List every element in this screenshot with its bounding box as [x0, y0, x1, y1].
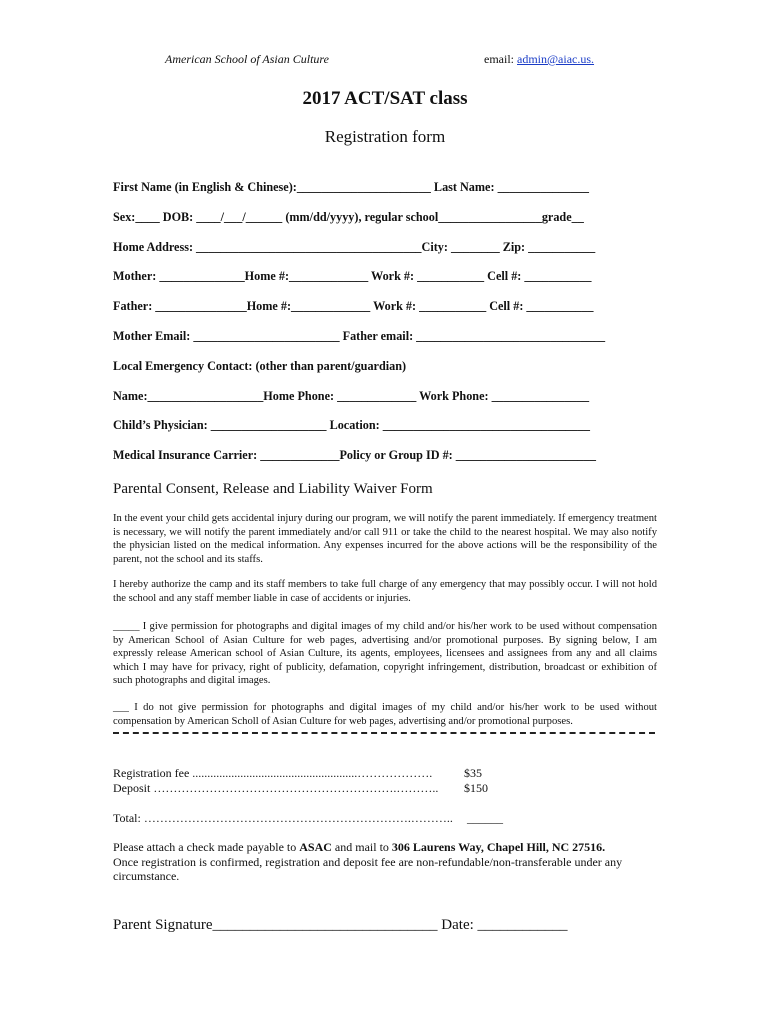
payment-prefix: Please attach a check made payable to	[113, 840, 300, 854]
mail-address: 306 Laurens Way, Chapel Hill, NC 27516.	[391, 840, 606, 854]
refund-note: Once registration is confirmed, registration and deposit fee are non-refundable/non-transferable under any circumstance.	[113, 854, 623, 883]
payment-instructions	[113, 840, 661, 884]
photo-deny-paragraph[interactable]: ___ I do not give permission for photographs and digital images of my child and/or his/her work to be used without compensation by American Scholl of Asian Culture for web pages, advertising and/or promotional purposes.	[113, 702, 657, 727]
insurance-line[interactable]: Medical Insurance Carrier: _____________Policy or Group ID #: _______________________	[113, 448, 596, 462]
mother-phone-line[interactable]: Mother: ______________Home #:_____________ Work #: ___________ Cell #: ___________	[113, 269, 592, 283]
deposit-label: Deposit …………………………………………………….………..	[113, 781, 439, 795]
total-amount-field[interactable]: ______	[467, 811, 503, 825]
school-name: American School of Asian Culture	[165, 52, 329, 66]
parent-signature-line[interactable]: Parent Signature______________________________ Date: ____________	[113, 917, 568, 933]
emergency-contact-heading: Local Emergency Contact: (other than parent/guardian)	[113, 359, 407, 373]
page-title: 2017 ACT/SAT class	[302, 88, 468, 109]
waiver-paragraph-authorize: I hereby authorize the camp and its staff members to take full charge of any emergency that may possibly occur. I will not hold the school and any staff member liable in case of accidents or injuries.	[113, 579, 657, 604]
waiver-title: Parental Consent, Release and Liability Waiver Form	[113, 481, 433, 497]
sex-dob-school-line[interactable]: Sex:____ DOB: ____/___/______ (mm/dd/yyyy), regular school_________________grade__	[113, 210, 584, 224]
registration-fee-label: Registration fee .......................................................……………….	[113, 766, 433, 780]
home-address-line[interactable]: Home Address: _____________________________________City: ________ Zip: ___________	[113, 240, 596, 254]
page-subtitle: Registration form	[324, 127, 446, 146]
dashed-divider	[113, 732, 655, 734]
parent-email-line[interactable]: Mother Email: ________________________ Father email: _______________________________	[113, 329, 606, 343]
email-label: email:	[484, 52, 517, 66]
father-phone-line[interactable]: Father: _______________Home #:_____________ Work #: ___________ Cell #: ___________	[113, 299, 594, 313]
waiver-paragraph-injury: In the event your child gets accidental injury during our program, we will notify the parent immediately. If emergency treatment is necessary, we will notify the parent immediately and/or call 911 or take the child to the nearest hospital. We may also notify the physician listed on the medical information. Any expenses incurred for the above actions will be the responsibility of the parent, not the school and its staffs.	[113, 513, 657, 565]
header-email	[484, 52, 594, 67]
email-link[interactable]: admin@aiac.us.	[517, 52, 595, 66]
deposit-amount: $150	[464, 781, 488, 795]
photo-permission-paragraph[interactable]: _____ I give permission for photographs and digital images of my child and/or his/her work to be used without compensation by American School of Asian Culture for web pages, advertising and/or promotional purposes. By signing below, I am expressly release American school of Asian Culture, its agents, employees, licensees and assignees from any and all claims which I may have for privacy, right of publicity, defamation, copyright infringement, distribution, broadcast or exhibition of such photographs and digital images.	[113, 621, 657, 686]
registration-fee-amount: $35	[464, 766, 482, 780]
emergency-contact-line[interactable]: Name:___________________Home Phone: _____________ Work Phone: ________________	[113, 389, 590, 403]
payment-middle: and mail to	[331, 840, 392, 854]
name-field-line[interactable]: First Name (in English & Chinese):______________________ Last Name: _______________	[113, 180, 589, 194]
total-label: Total: ………………………………………………………….………..	[113, 811, 453, 825]
physician-line[interactable]: Child’s Physician: ___________________ Location: __________________________________	[113, 418, 590, 432]
payee-name: ASAC	[299, 840, 332, 854]
